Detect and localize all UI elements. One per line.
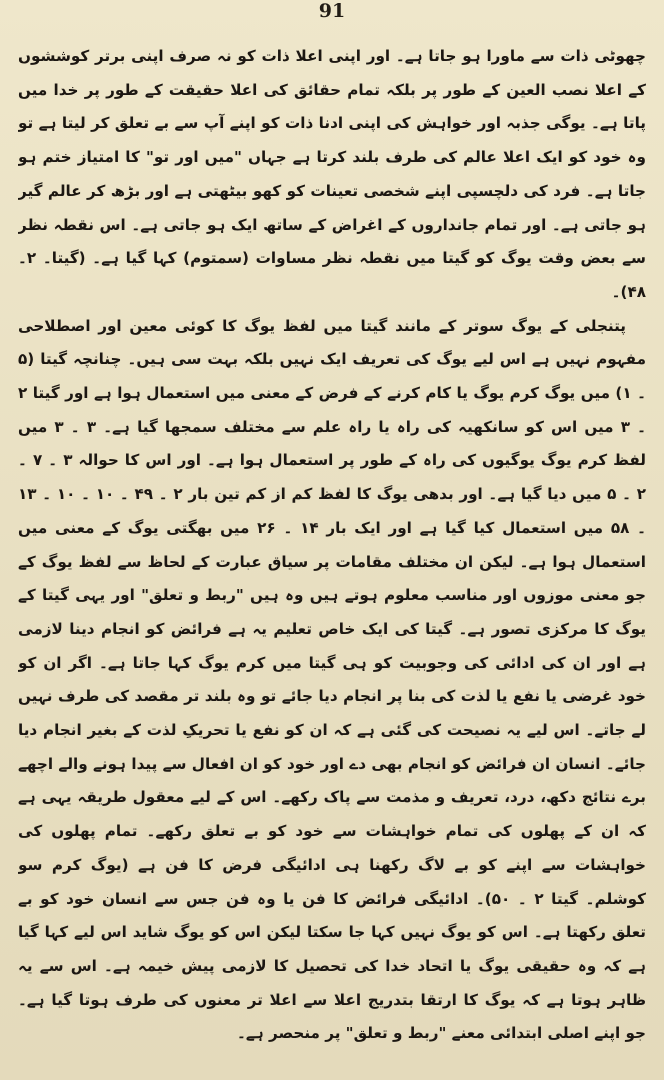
- page-body-text: [18, 40, 646, 1070]
- paragraph-2: پتنجلی کے یوگ سوتر کے مانند گیتا میں لفظ یوگ کا کوئی معین اور اصطلاحی مفہوم نہیں ہے اس لیے یوگ کی تعریف ایک نہیں بلکہ بہت سی ہیں۔ چنانچہ گیتا (۵ ۔ ۱) میں یوگ کرم یوگ یا کام کرنے کے فرض کے معنی میں استعمال ہوا ہے اور گیتا ۲ ۔ ۳ میں اس کو سانکھیہ کی راہ یا راہ علم سے مختلف سمجھا گیا ہے۔ ۳ ۔ ۳ میں لفظ کرم یوگ یوگیوں کی راہ کے طور پر استعمال ہوا ہے۔ اور اس کا حوالہ ۳ ۔ ۷ ۔ ۲ ۔ ۵ میں دیا گیا ہے۔ اور بدھی یوگ کا لفظ کم از کم تین بار ۲ ۔ ۴۹ ۔ ۱۰ ۔ ۱۰ ۔ ۱۳ ۔ ۵۸ میں استعمال کیا گیا ہے اور ایک بار ۱۴ ۔ ۲۶ میں بھگتی یوگ کے معنی میں استعمال ہوا ہے۔ لیکن ان مختلف مقامات پر سیاق عبارت کے لحاظ سے لفظ یوگ کے جو معنی موزوں اور مناسب معلوم ہوتے ہیں وہ ہیں "ربط و تعلق" اور یہی گیتا کے یوگ کا مرکزی تصور ہے۔ گیتا کی ایک خاص تعلیم یہ ہے فرائض کو انجام دینا لازمی ہے اور ان کی ادائی کی وجوبیت کو ہی گیتا میں کرم یوگ کہا جاتا ہے۔ اگر ان کو خود غرضی یا نفع یا لذت کی بنا پر انجام دیا جائے تو وہ بلند تر مقصد کی طرف نہیں لے جاتے۔ اس لیے یہ نصیحت کی گئی ہے کہ ان کو نفع یا تحریکِ لذت کے بغیر انجام دیا جائے۔ انسان ان فرائض کو انجام بھی دے اور خود کو ان افعال سے پیدا ہونے والے اچھے برے نتائج دکھ، درد، تعریف و مذمت سے پاک رکھے۔ اس کے لیے معقول طریقہ یہی ہے کہ ان کے پھلوں کی تمام خواہشات سے خود کو بے تعلق رکھے۔ تمام پھلوں کی خواہشات سے اپنے کو بے لاگ رکھنا ہی ادائیگی فرض کا فن ہے (یوگ کرم سو کوشلم۔ گیتا ۲ ۔ ۵۰)۔ ادائیگی فرائض کا فن یا وہ فن جس سے انسان خود کو بے تعلق رکھتا ہے۔ اس کو یوگ نہیں کہا جا سکتا لیکن اس کو یوگ شاید اس لیے کہا گیا ہے کہ وہ حقیقی یوگ یا اتحاد خدا کی تحصیل کا لازمی پیش خیمہ ہے۔ اس سے یہ ظاہر ہوتا ہے کہ یوگ کا ارتقا بتدریج اعلا سے اعلا تر معنوں کی طرف ہوتا گیا ہے۔ جو اپنے اصلی ابتدائی معنے "ربط و تعلق" پر منحصر ہے۔: [18, 316, 646, 1043]
- paragraph-1: چھوٹی ذات سے ماورا ہو جاتا ہے۔ اور اپنی اعلا ذات کو نہ صرف اپنی برتر کوششوں کے اعلا نصب العین کے طور پر بلکہ تمام حقائق کی اعلا حقیقت کے طور پر خدا میں پاتا ہے۔ یوگی جذبہ اور خواہش کی اپنی ادنا ذات کو اپنے آپ سے بے تعلق کر لیتا ہے تو وہ خود کو ایک اعلا عالم کی طرف بلند کرتا ہے جہاں "میں اور تو" کا امتیاز ختم ہو جاتا ہے۔ فرد کی دلچسپی اپنے شخصی تعینات کو کھو بیٹھتی ہے اور بڑھ کر عالم گیر ہو جاتی ہے۔ اور تمام جانداروں کے اغراض کے ساتھ ایک ہو جاتی ہے۔ اس نقطہ نظر سے بعض وقت یوگ کو گیتا میں نقطہ نظر مساوات (سمتوم) کہا گیا ہے۔ (گیتا۔ ۲۔ ۴۸)۔: [18, 47, 646, 301]
- page-number: 91: [318, 0, 346, 22]
